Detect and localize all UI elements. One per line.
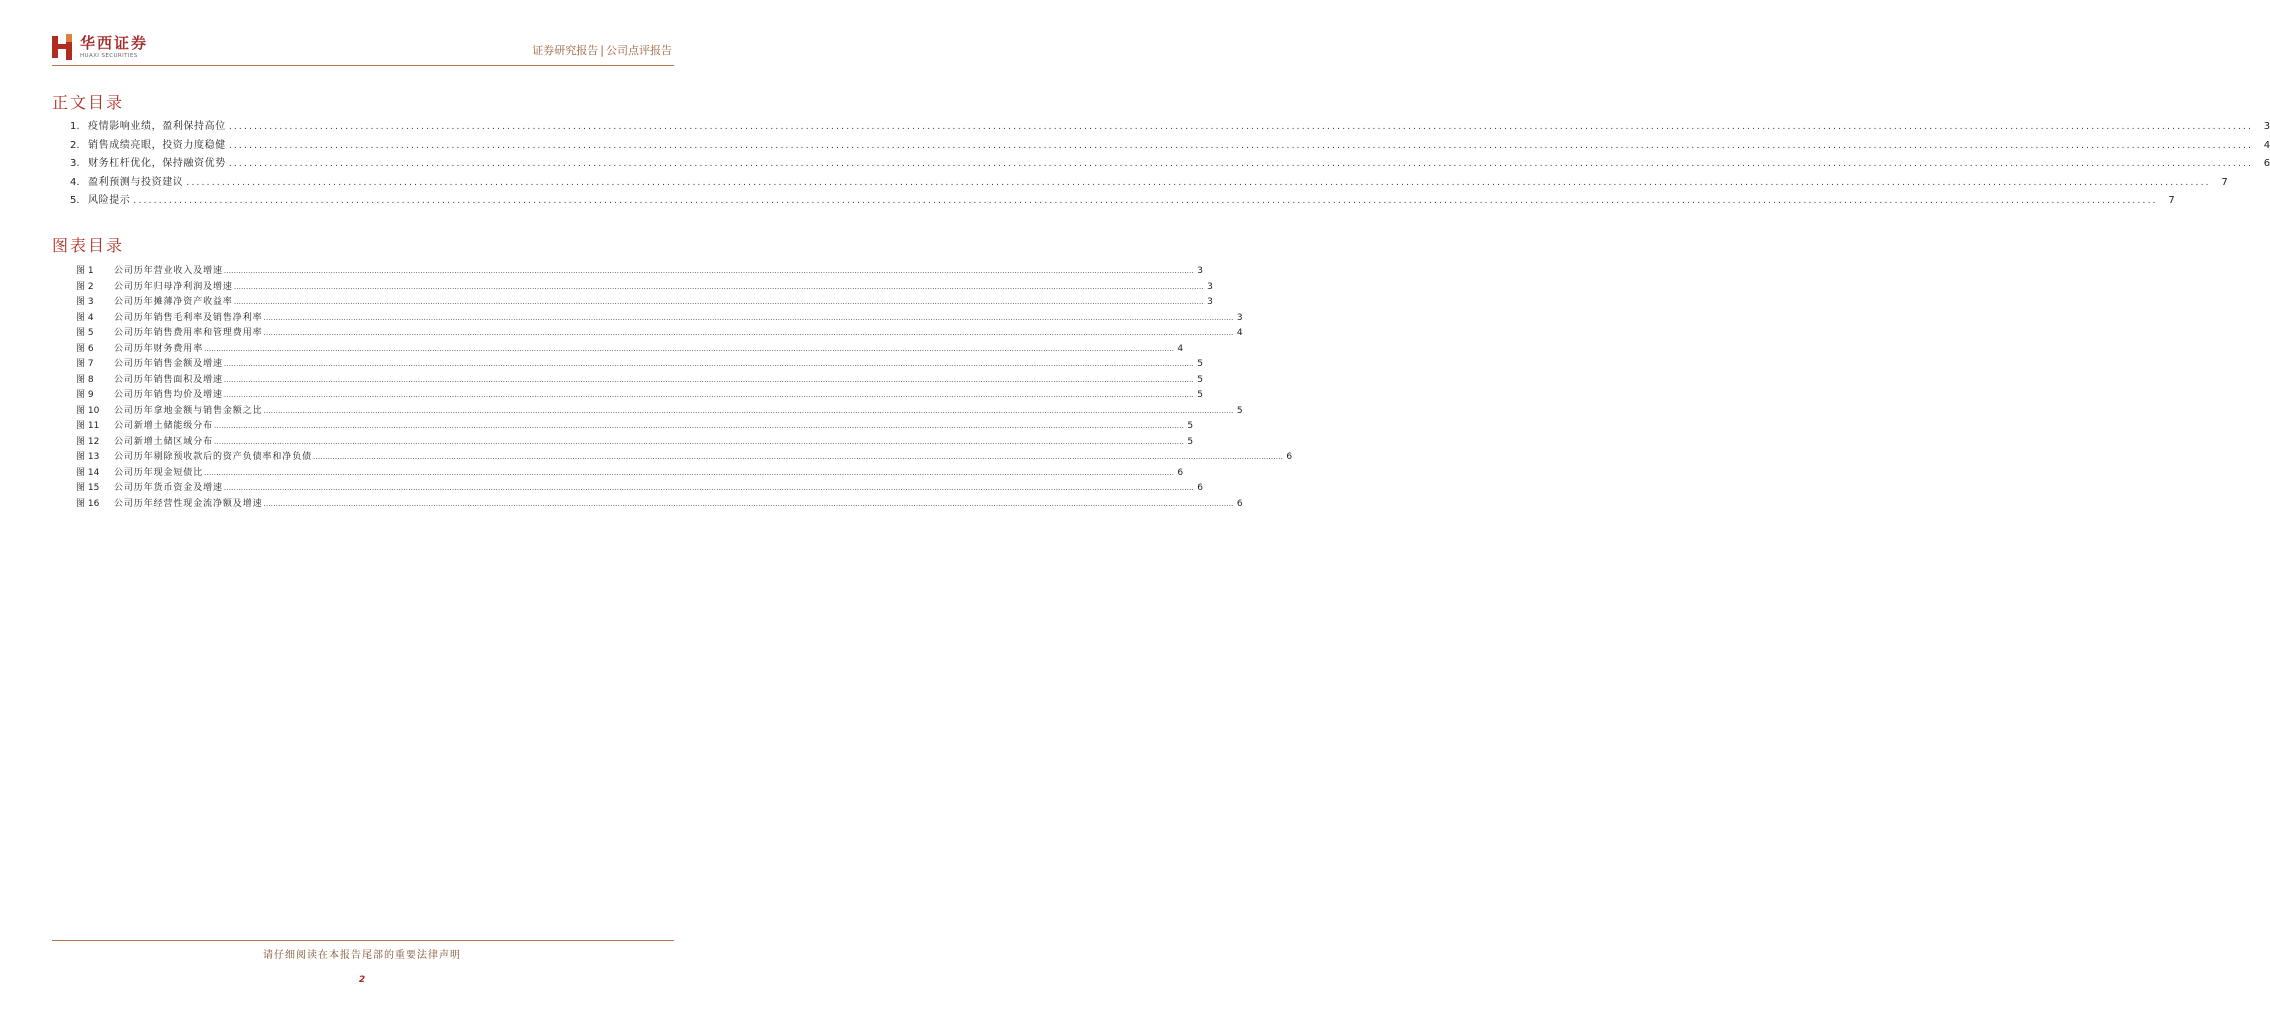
toc-entry-label: 疫情影响业绩，盈利保持高位 xyxy=(88,121,226,132)
figure-leader-dots: ................................................................................................................................................................................................................................................................................................................................................................................................................ xyxy=(263,313,1234,322)
figure-leader-dots: ................................................................................................................................................................................................................................................................................................................................................................................................................ xyxy=(263,406,1234,415)
toc-entry-label: 风险提示 xyxy=(88,195,131,206)
figure-entry-label: 公司历年财务费用率 xyxy=(114,343,204,354)
figure-leader-dots: ................................................................................................................................................................................................................................................................................................................................................................................................................ xyxy=(223,267,1194,275)
toc-entry[interactable] xyxy=(70,136,2270,155)
figure-entry-label: 公司历年销售金额及增速 xyxy=(114,359,223,369)
toc-main-list xyxy=(70,117,2270,210)
figure-leader-dots: ................................................................................................................................................................................................................................................................................................................................................................................................................ xyxy=(263,499,1234,508)
figure-entry[interactable] xyxy=(76,403,1243,419)
figure-entry-number: 图 4 xyxy=(76,312,94,323)
figure-entry-label: 公司新增土储区域分布 xyxy=(114,436,214,447)
toc-leader-dots: ................................................................................................................................................................................................................................................................................................................................................................................................................ xyxy=(228,140,2254,151)
toc-entry-number: 2. xyxy=(70,139,80,151)
figure-entry-number: 图 8 xyxy=(76,374,94,385)
logo-english-name: HUAXI SECURITIES xyxy=(80,52,138,59)
logo-chinese-name: 华西证券 xyxy=(80,33,149,52)
toc-entry-number: 4. xyxy=(70,176,80,188)
toc-leader-dots: ................................................................................................................................................................................................................................................................................................................................................................................................................ xyxy=(228,159,2254,169)
toc-entry[interactable] xyxy=(70,154,2270,173)
figure-entry-label: 公司历年销售费用率和管理费用率 xyxy=(114,328,263,338)
toc-main-title: 正文目录 xyxy=(52,93,125,112)
figure-entry-label: 公司历年现金短债比 xyxy=(114,467,204,478)
figure-entry-number: 图 15 xyxy=(76,483,100,493)
figure-leader-dots: ................................................................................................................................................................................................................................................................................................................................................................................................................ xyxy=(204,344,1175,353)
toc-entry-page: 3 xyxy=(2263,121,2270,132)
page-number: 2 xyxy=(358,975,366,985)
figure-entry-page: 4 xyxy=(1177,343,1184,354)
huaxi-logo-mark-icon xyxy=(52,34,72,60)
toc-leader-dots: ................................................................................................................................................................................................................................................................................................................................................................................................................ xyxy=(228,122,2254,132)
figure-entry[interactable] xyxy=(76,372,1203,388)
figure-leader-dots: ................................................................................................................................................................................................................................................................................................................................................................................................................ xyxy=(223,375,1194,384)
figure-entry-label: 公司历年销售均价及增速 xyxy=(114,390,223,400)
figure-entry[interactable] xyxy=(76,294,1213,310)
toc-entry-label: 销售成绩亮眼，投资力度稳健 xyxy=(88,139,226,151)
toc-entry-page: 7 xyxy=(2221,176,2228,188)
figure-entry-number: 图 12 xyxy=(76,436,100,447)
figure-entry[interactable] xyxy=(76,279,1213,295)
figure-leader-dots: ................................................................................................................................................................................................................................................................................................................................................................................................................ xyxy=(214,437,1185,446)
toc-entry-number: 3. xyxy=(70,158,80,169)
toc-figures-list xyxy=(76,263,1293,511)
header-divider: | xyxy=(600,44,604,57)
figure-entry-number: 图 9 xyxy=(76,390,94,400)
figure-entry[interactable] xyxy=(76,418,1194,434)
figure-entry-page: 5 xyxy=(1197,359,1203,369)
figure-entry-label: 公司新增土储能级分布 xyxy=(114,421,214,431)
report-subtype: 公司点评报告 xyxy=(606,44,672,57)
figure-entry-number: 图 2 xyxy=(76,281,94,292)
figure-leader-dots: ................................................................................................................................................................................................................................................................................................................................................................................................................ xyxy=(223,484,1194,492)
figure-leader-dots: ................................................................................................................................................................................................................................................................................................................................................................................................................ xyxy=(233,282,1204,291)
figure-entry-label: 公司历年经营性现金流净额及增速 xyxy=(114,498,263,509)
figure-entry-label: 公司历年归母净利润及增速 xyxy=(114,281,233,292)
figure-entry-label: 公司历年剔除预收款后的资产负债率和净负债 xyxy=(114,452,313,462)
figure-entry-number: 图 3 xyxy=(76,297,94,307)
figure-entry-label: 公司历年销售毛利率及销售净利率 xyxy=(114,312,263,323)
figure-entry-page: 6 xyxy=(1236,498,1243,509)
figure-entry[interactable] xyxy=(76,341,1184,357)
toc-entry[interactable] xyxy=(70,191,2175,210)
toc-entry[interactable] xyxy=(70,117,2270,136)
toc-figures-title: 图表目录 xyxy=(52,236,125,255)
logo-text xyxy=(80,35,148,60)
figure-leader-dots: ................................................................................................................................................................................................................................................................................................................................................................................................................ xyxy=(214,422,1185,430)
figure-leader-dots: ................................................................................................................................................................................................................................................................................................................................................................................................................ xyxy=(313,453,1284,461)
figure-entry-number: 图 7 xyxy=(76,359,94,369)
toc-entry-page: 4 xyxy=(2263,139,2270,151)
toc-entry[interactable] xyxy=(70,173,2228,192)
header-rule xyxy=(52,65,674,66)
figure-entry[interactable] xyxy=(76,449,1293,465)
figure-leader-dots: ................................................................................................................................................................................................................................................................................................................................................................................................................ xyxy=(223,391,1194,399)
figure-entry-page: 5 xyxy=(1187,436,1194,447)
figure-entry-number: 图 5 xyxy=(76,328,94,338)
figure-leader-dots: ................................................................................................................................................................................................................................................................................................................................................................................................................ xyxy=(263,329,1234,337)
figure-leader-dots: ................................................................................................................................................................................................................................................................................................................................................................................................................ xyxy=(223,360,1194,368)
report-type: 证券研究报告 xyxy=(532,44,599,57)
figure-entry-label: 公司历年拿地金额与销售金额之比 xyxy=(114,405,263,416)
toc-leader-dots: ................................................................................................................................................................................................................................................................................................................................................................................................................ xyxy=(186,177,2211,188)
figure-entry-label: 公司历年营业收入及增速 xyxy=(114,266,223,276)
figure-entry-page: 3 xyxy=(1207,281,1213,292)
figure-entry-number: 图 11 xyxy=(76,421,100,431)
figure-entry[interactable] xyxy=(76,310,1243,326)
figure-entry[interactable] xyxy=(76,465,1184,481)
footer-disclaimer: 请仔细阅读在本报告尾部的重要法律声明 xyxy=(263,950,461,961)
figure-entry-page: 6 xyxy=(1286,452,1293,462)
figure-entry-page: 5 xyxy=(1236,405,1243,416)
toc-entry-label: 盈利预测与投资建议 xyxy=(88,176,184,188)
toc-leader-dots: ................................................................................................................................................................................................................................................................................................................................................................................................................ xyxy=(133,196,2158,206)
report-type-label xyxy=(532,42,672,58)
figure-entry-label: 公司历年摊薄净资产收益率 xyxy=(114,297,233,307)
figure-entry-label: 公司历年货币资金及增速 xyxy=(114,483,223,493)
figure-entry[interactable] xyxy=(76,356,1203,372)
figure-entry-page: 5 xyxy=(1197,374,1203,385)
figure-entry-page: 3 xyxy=(1197,266,1203,276)
figure-leader-dots: ................................................................................................................................................................................................................................................................................................................................................................................................................ xyxy=(204,468,1175,477)
figure-entry[interactable] xyxy=(76,480,1203,496)
toc-entry-number: 5. xyxy=(70,195,80,206)
figure-entry-number: 图 14 xyxy=(76,467,100,478)
figure-entry-number: 图 6 xyxy=(76,343,94,354)
toc-entry-page: 6 xyxy=(2263,158,2270,169)
figure-entry-number: 图 13 xyxy=(76,452,100,462)
footer-rule xyxy=(52,940,674,941)
figure-entry-page: 4 xyxy=(1236,328,1243,338)
figure-entry-number: 图 1 xyxy=(76,266,94,276)
figure-entry-number: 图 16 xyxy=(76,498,100,509)
figure-entry-page: 3 xyxy=(1207,297,1213,307)
huaxi-logo xyxy=(52,34,148,60)
toc-entry-page: 7 xyxy=(2168,195,2175,206)
figure-entry-label: 公司历年销售面积及增速 xyxy=(114,374,223,385)
figure-entry-page: 6 xyxy=(1177,467,1184,478)
toc-entry-label: 财务杠杆优化，保持融资优势 xyxy=(88,158,226,169)
toc-entry-number: 1. xyxy=(70,121,80,132)
figure-entry[interactable] xyxy=(76,263,1203,279)
figure-entry[interactable] xyxy=(76,325,1243,341)
figure-entry-page: 5 xyxy=(1197,390,1203,400)
figure-leader-dots: ................................................................................................................................................................................................................................................................................................................................................................................................................ xyxy=(233,298,1204,306)
figure-entry-page: 6 xyxy=(1197,483,1203,493)
page-header xyxy=(52,30,674,66)
figure-entry-page: 5 xyxy=(1187,421,1194,431)
figure-entry[interactable] xyxy=(76,387,1203,403)
figure-entry[interactable] xyxy=(76,496,1243,512)
figure-entry-page: 3 xyxy=(1236,312,1243,323)
figure-entry[interactable] xyxy=(76,434,1194,450)
figure-entry-number: 图 10 xyxy=(76,405,100,416)
